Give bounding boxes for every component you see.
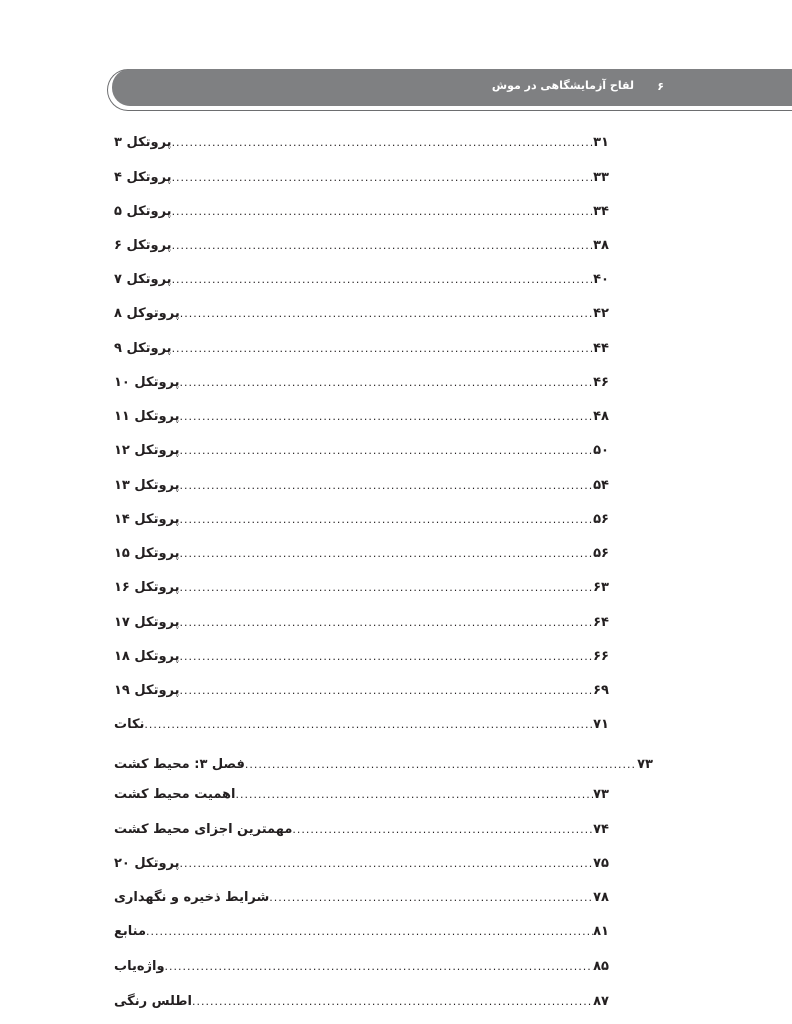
toc-leader-dots xyxy=(180,611,594,635)
toc-entry-page-number: ۷۱ xyxy=(593,717,609,732)
toc-leader-dots xyxy=(180,474,594,498)
toc-entry-page-number: ۵۰ xyxy=(593,443,609,458)
toc-leader-dots xyxy=(292,818,593,842)
toc-entry-page-number: ۴۸ xyxy=(593,409,609,424)
toc-entry[interactable] xyxy=(112,439,611,463)
toc-leader-dots xyxy=(165,955,594,979)
toc-leader-dots xyxy=(236,783,594,807)
toc-entry[interactable] xyxy=(112,337,611,361)
toc-entry[interactable] xyxy=(112,886,611,910)
toc-entry-page-number: ۷۸ xyxy=(593,890,609,905)
toc-entry[interactable] xyxy=(112,508,611,532)
toc-entry-title: پروتکل ۳ xyxy=(114,135,172,150)
toc-entry-title: منابع xyxy=(114,924,146,939)
toc-entry-title: شرایط ذخیره و نگهداری xyxy=(114,890,270,905)
toc-leader-dots xyxy=(180,576,594,600)
toc-entry-page-number: ۶۶ xyxy=(593,649,609,664)
toc-entry-page-number: ۷۳ xyxy=(593,787,609,802)
toc-entry-title: پروتکل ۱۴ xyxy=(114,512,180,527)
toc-leader-dots xyxy=(180,405,594,429)
toc-leader-dots xyxy=(172,337,594,361)
toc-leader-dots xyxy=(144,713,593,737)
toc-leader-dots xyxy=(146,920,593,944)
toc-entry-title: پروتکل ۷ xyxy=(114,272,172,287)
toc-entry-page-number: ۴۲ xyxy=(593,306,609,321)
toc-entry-title: پروتکل ۱۶ xyxy=(114,580,180,595)
toc-leader-dots xyxy=(172,200,594,224)
toc-entry-title: فصل ۳: محیط کشت xyxy=(114,757,245,772)
toc-entry-page-number: ۵۶ xyxy=(593,546,609,561)
toc-entry[interactable] xyxy=(112,234,611,258)
toc-entry-title: پروتکل ۱۱ xyxy=(114,409,180,424)
toc-entry[interactable] xyxy=(112,645,611,669)
toc-leader-dots xyxy=(180,439,594,463)
toc-entry-title: پروتکل ۹ xyxy=(114,341,172,356)
toc-leader-dots xyxy=(180,508,594,532)
toc-leader-dots xyxy=(269,886,593,910)
toc-entry-title: پروتکل ۶ xyxy=(114,238,172,253)
toc-entry-title: پروتکل ۱۸ xyxy=(114,649,180,664)
toc-leader-dots xyxy=(172,131,594,155)
toc-entry[interactable] xyxy=(112,611,611,635)
toc-entry-page-number: ۷۴ xyxy=(593,822,609,837)
toc-entry-title: پروتکل ۱۹ xyxy=(114,683,180,698)
toc-entry-page-number: ۶۴ xyxy=(593,615,609,630)
toc-entry[interactable] xyxy=(112,200,611,224)
toc-entry[interactable] xyxy=(112,542,611,566)
toc-entry-title: مهمترین اجزای محیط کشت xyxy=(114,822,293,837)
toc-entry-page-number: ۵۴ xyxy=(593,478,609,493)
toc-leader-dots xyxy=(180,371,594,395)
toc-entry-page-number: ۸۷ xyxy=(593,994,609,1009)
toc-entry-page-number: ۴۶ xyxy=(593,375,609,390)
toc-entry-page-number: ۷۵ xyxy=(593,856,609,871)
toc-entry-title: پروتوکل ۸ xyxy=(114,306,180,321)
toc-entry[interactable] xyxy=(112,818,611,842)
toc-entry-title: پروتکل ۱۷ xyxy=(114,615,180,630)
header-page-number: ۶ xyxy=(657,80,664,93)
toc-entry-title: اطلس رنگی xyxy=(114,994,192,1009)
header-book-title: لقاح آزمایشگاهی در موش xyxy=(491,79,634,92)
toc-leader-dots xyxy=(245,753,637,777)
toc-entry-page-number: ۸۵ xyxy=(593,959,609,974)
toc-entry-title: اهمیت محیط کشت xyxy=(114,787,236,802)
toc-entry-page-number: ۴۴ xyxy=(593,341,609,356)
toc-entry-page-number: ۳۳ xyxy=(593,170,609,185)
toc-entry[interactable] xyxy=(112,920,611,944)
toc-leader-dots xyxy=(192,990,593,1014)
toc-entry-page-number: ۳۴ xyxy=(593,204,609,219)
toc-entry[interactable] xyxy=(112,166,611,190)
toc-entry[interactable] xyxy=(112,955,611,979)
toc-entry-page-number: ۶۳ xyxy=(593,580,609,595)
toc-entry-title: پروتکل ۱۵ xyxy=(114,546,180,561)
toc-entry-title: نکات xyxy=(114,717,145,732)
toc-entry[interactable] xyxy=(112,753,655,777)
toc-entry[interactable] xyxy=(112,268,611,292)
toc-entry-title: پروتکل ۱۲ xyxy=(114,443,180,458)
toc-leader-dots xyxy=(180,679,594,703)
toc-leader-dots xyxy=(180,542,594,566)
toc-entry-title: پروتکل ۲۰ xyxy=(114,856,180,871)
toc-entry-title: واژه‌یاب xyxy=(114,959,165,974)
toc-entry-title: پروتکل ۱۳ xyxy=(114,478,180,493)
toc-leader-dots xyxy=(180,302,593,326)
toc-entry[interactable] xyxy=(112,852,611,876)
toc-entry[interactable] xyxy=(112,713,611,737)
toc-entry-page-number: ۳۱ xyxy=(593,135,609,150)
toc-entry[interactable] xyxy=(112,131,611,155)
toc-leader-dots xyxy=(172,268,594,292)
toc-leader-dots xyxy=(180,852,594,876)
toc-entry-title: پروتکل ۵ xyxy=(114,204,172,219)
toc-entry-page-number: ۳۸ xyxy=(593,238,609,253)
toc-entry[interactable] xyxy=(112,405,611,429)
toc-leader-dots xyxy=(180,645,594,669)
toc-entry[interactable] xyxy=(112,679,611,703)
toc-entry-page-number: ۵۶ xyxy=(593,512,609,527)
toc-entry-page-number: ۶۹ xyxy=(593,683,609,698)
toc-entry-page-number: ۴۰ xyxy=(593,272,609,287)
toc-entry[interactable] xyxy=(112,990,611,1014)
toc-entry[interactable] xyxy=(112,474,611,498)
toc-entry[interactable] xyxy=(112,783,611,807)
toc-leader-dots xyxy=(172,234,594,258)
toc-entry-page-number: ۷۳ xyxy=(637,757,653,772)
toc-entry[interactable] xyxy=(112,302,611,326)
toc-entry[interactable] xyxy=(112,371,611,395)
toc-entry-page-number: ۸۱ xyxy=(593,924,609,939)
toc-entry-title: پروتکل ۴ xyxy=(114,170,172,185)
toc-entry-title: پروتکل ۱۰ xyxy=(114,375,180,390)
toc-leader-dots xyxy=(172,166,594,190)
toc-entry[interactable] xyxy=(112,576,611,600)
